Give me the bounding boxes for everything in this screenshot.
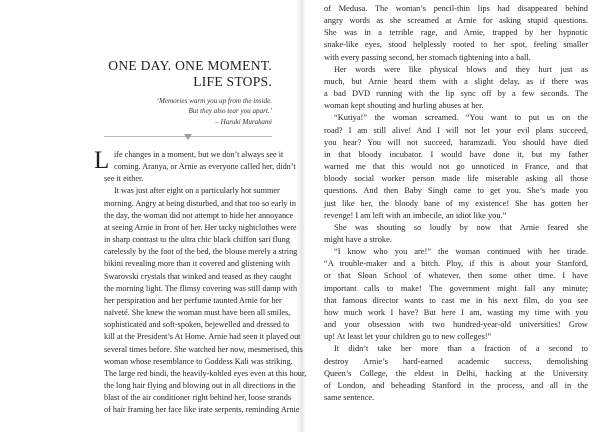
text-line [324, 137, 588, 149]
text-line-content: She was in a terrible rage, and Arnie, trapped by her hypnotic [324, 28, 588, 38]
text-line-content: blast of the air conditioner right behind her, loose strands [104, 393, 292, 403]
text-line-content: bloody social worker person made life miserable asking all those [324, 174, 588, 184]
text-line [324, 198, 588, 210]
text-line [324, 149, 588, 161]
text-line-content: questions. And then Baby Singh came to get you. She’s made you [324, 186, 588, 196]
text-line [324, 283, 588, 295]
text-line [324, 125, 588, 137]
text-line [104, 258, 290, 270]
text-line-content: several times before. She watched her now, mesmerised, this [104, 344, 303, 354]
text-line-content: much, but Arnie heard them with a slight delay, as if there was [324, 76, 588, 86]
epigraph-line: ‘Memories warm you up from the inside. [156, 97, 272, 105]
text-line [324, 331, 588, 343]
text-line [104, 161, 296, 173]
text-line [104, 246, 298, 258]
text-line [104, 198, 296, 210]
text-line [324, 270, 588, 282]
text-line-content: snake-like eyes, stood helplessly rooted to her spot, feeling smaller [324, 40, 588, 50]
text-line [324, 392, 588, 404]
text-line [104, 404, 300, 416]
text-line-content: of hair framing her face like irate serpents, reminding Arnie [104, 405, 300, 415]
text-line [324, 368, 588, 380]
text-line [104, 368, 307, 380]
text-line-content: “I know who you are!” the woman continued with her tirade. [334, 247, 588, 257]
page-gutter [296, 0, 306, 432]
text-line-content: her perspiration and her perfume taunted Arnie for her [104, 295, 282, 305]
text-line [324, 343, 588, 355]
text-line-content: at seeing Arnie in front of her. Her tacky nightclothes were [104, 222, 297, 232]
text-line [104, 271, 292, 283]
text-line-content: how much work I have? But here I am, wasting my time with you [324, 307, 588, 317]
left-page-text [94, 147, 307, 416]
text-line [324, 27, 588, 39]
text-line-content: destroy Arnie’s hard-earned academic success, demolishing [324, 356, 588, 366]
text-line-content: that famous director wants to cast me in his next film, do you see [324, 295, 588, 305]
epigraph-attribution: – Haruki Murakami [215, 117, 272, 126]
text-line [324, 246, 588, 258]
text-line-content: you hear? You will not succeed, haramzadi. You should have died [324, 137, 588, 147]
text-line-content: coming. Aranya, or Arnie as everyone called her, didn’t [114, 162, 296, 172]
text-line-content: same sentence. [324, 393, 375, 402]
epigraph [104, 96, 272, 127]
text-line-content: with every passing second, her stomach tightening into a ball. [324, 52, 531, 62]
text-line-content: warned me that this would not go unnoticed in France, and that [324, 162, 588, 172]
text-line-content: “Kutiya!” the woman screamed. “You want to put us on the [334, 113, 588, 123]
text-line-content: Swarovski crystals that winked and teased as they caught [104, 271, 292, 281]
text-line-content: It didn’t take her more than a fraction of a second to [334, 344, 588, 354]
text-line [104, 210, 294, 222]
text-line-content: up! At least let your children go to new colleges!” [324, 332, 492, 342]
text-line [324, 210, 588, 222]
text-line-content: carelessly by the foot of the bed, the blouse merely a string [104, 247, 298, 257]
text-line [104, 234, 290, 246]
text-line-content: the long hair flying and blowing out in all directions in the [104, 380, 296, 390]
text-line-content: road? I am still alive! And I will not let your evil plans succeed, [324, 125, 588, 135]
text-line [324, 76, 588, 88]
text-line-content: angry words as she screamed at Arnie for asking stupid questions. [324, 16, 588, 26]
text-line [104, 222, 297, 234]
text-line-content: sophisticated and soft-spoken, bejewelled and dressed to [104, 320, 290, 330]
chapter-title-line: ONE DAY. ONE MOMENT. [108, 58, 272, 73]
epigraph-line: But they also tear you apart.’ [188, 107, 272, 116]
text-line-content: see it either. [104, 174, 144, 184]
text-line [324, 234, 588, 246]
right-page-text [324, 3, 588, 404]
text-line-content: woman whose resemblance to Goddess Kali was striking. [104, 356, 293, 366]
text-line [324, 39, 588, 51]
text-line [104, 173, 274, 185]
text-line-content: the day, the woman did not attempt to hide her annoyance [104, 210, 294, 220]
text-line [324, 356, 588, 368]
text-line [104, 344, 303, 356]
text-line-content: It was just after eight on a particularly hot summer [114, 186, 280, 196]
text-line-content: revenge! I am left with an imbecile, an idiot like you.” [324, 210, 507, 220]
text-line-content: the morning light. The flimsy covering was still damp with [104, 283, 298, 293]
text-line [324, 185, 588, 197]
text-line [324, 112, 588, 124]
text-line-content: of Medusa. The woman’s pencil-thin lips had disappeared behind [324, 4, 588, 13]
text-line-content: kill at the President’s At Home. Arnie had seen it played out [104, 332, 301, 342]
text-line [324, 307, 588, 319]
text-line-content: Her words were like physical blows and they hurt just as [334, 64, 588, 74]
text-line [104, 356, 293, 368]
text-line [324, 222, 588, 234]
text-line [324, 52, 588, 64]
text-line-content: in that bloody incubator. I would have done it, but my father [324, 149, 588, 159]
text-line-content: just like her, the bloody bane of my existence! She has gotten her [324, 198, 588, 208]
text-line-content: The large red bindi, the heavily-kohled eyes even at this hour, [104, 368, 307, 378]
text-line-content: naïveté. She knew the woman must have been all smiles, [104, 308, 291, 318]
text-line [324, 64, 588, 76]
text-line [104, 185, 280, 197]
text-line [104, 380, 296, 392]
text-line [104, 392, 292, 404]
text-line [324, 88, 588, 100]
text-line [104, 319, 290, 331]
text-line-content: or that Sloan School of whatever, then some other time. I have [324, 271, 588, 281]
text-line-content: and your obsession with two hundred-year-old universities! Grow [324, 320, 588, 330]
text-line [324, 319, 588, 331]
text-line [104, 307, 291, 319]
text-line [324, 3, 588, 15]
text-line [324, 295, 588, 307]
chapter-title [104, 58, 272, 89]
text-line-content: a bad DVD running with the lip sync off by a few seconds. The [324, 89, 588, 99]
text-line-content: bikini revealing more than it covered and glistening with [104, 259, 290, 269]
text-line [324, 161, 588, 173]
text-line-content: important calls to make! The government might fall any minute; [324, 283, 588, 293]
text-line [324, 258, 588, 270]
text-line [104, 295, 282, 307]
text-line-content: “A trouble-maker and a bitch. Ploy, if this is about your Stanford, [324, 259, 588, 269]
text-line [104, 283, 298, 295]
text-line-content: in sharp contrast to the ultra chic black chiffon sari flung [104, 235, 290, 245]
text-line [324, 173, 588, 185]
text-line-content: might have a stroke. [324, 234, 392, 244]
text-line-content: morning. Angry at being disturbed, and that too so early in [104, 198, 296, 208]
text-line [324, 15, 588, 27]
text-line [324, 380, 588, 392]
drop-cap: L [94, 147, 110, 174]
text-line-content: She was shouting so loudly by now that Arnie feared she [334, 222, 588, 232]
text-line [324, 100, 588, 112]
section-divider [104, 134, 272, 142]
down-arrow-icon [184, 134, 192, 140]
text-line-content: woman kept shouting and hurling abuses at her. [324, 101, 484, 111]
text-line-content: ife changes in a moment, but we don’t always see it [114, 150, 284, 159]
chapter-title-line: LIFE STOPS. [193, 73, 272, 89]
text-line [104, 331, 301, 343]
text-line-content: of London, and beheading Stanford in the process, and all in the [324, 380, 588, 390]
text-line-content: Queen’s College, the eldest in Delhi, hacking at the University [324, 368, 588, 378]
